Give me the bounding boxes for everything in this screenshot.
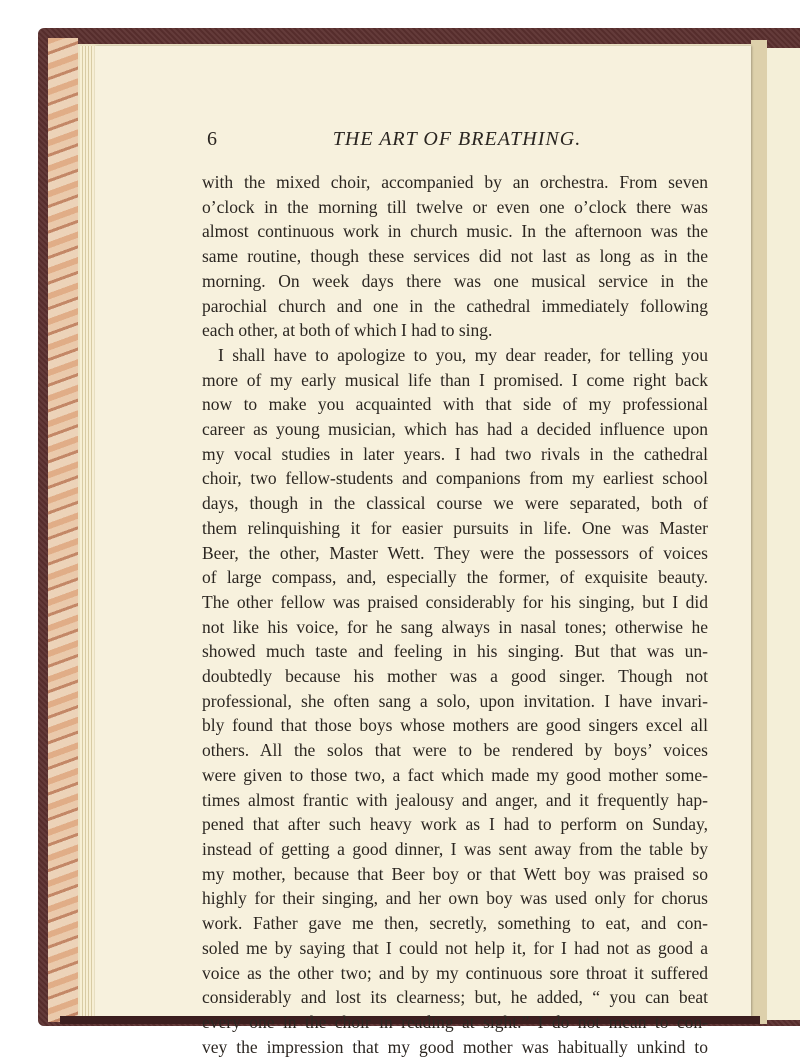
- right-page-edge: [751, 40, 767, 1024]
- text-line: bly found that those boys whose mothers are good singers excel all: [202, 715, 708, 736]
- text-line: same routine, though these services did not last as long as in the: [202, 246, 708, 267]
- text-line: almost continuous work in church music. In the afternoon was the: [202, 221, 708, 242]
- text-line: with the mixed choir, accompanied by an orchestra. From seven: [202, 172, 708, 192]
- text-line: considerably and lost its clearness; but, he added, “ you can beat: [202, 987, 708, 1008]
- text-line: others. All the solos that were to be rendered by boys’ voices: [202, 740, 708, 761]
- text-line: choir, two fellow-students and companions from my earliest school: [202, 468, 708, 489]
- text-line: I shall have to apologize to you, my dear reader, for telling you: [218, 344, 708, 365]
- text-line: professional, she often sang a solo, upon invitation. I have invari-: [202, 690, 708, 711]
- text-line: morning. On week days there was one musical service in the: [202, 270, 708, 291]
- text-line: my mother, because that Beer boy or that Wett boy was praised so: [202, 863, 708, 884]
- text-line: vey the impression that my good mother was habitually unkind to: [202, 1036, 708, 1057]
- text-line: days, though in the classical course we were separated, both of: [202, 493, 708, 514]
- page-edges: [80, 46, 94, 1018]
- text-line: showed much taste and feeling in his singing. But that was un-: [202, 641, 708, 662]
- right-cover: [767, 48, 800, 1020]
- text-line: o’clock in the morning till twelve or even one o’clock there was: [202, 196, 708, 217]
- text-line: instead of getting a good dinner, I was sent away from the table by: [202, 838, 708, 859]
- body-text: [202, 170, 708, 1059]
- text-line: were given to those two, a fact which made my good mother some-: [202, 764, 708, 785]
- text-line: pened that after such heavy work as I had to perform on Sunday,: [202, 814, 708, 835]
- text-line: every one in the choir in reading at sight.” I do not mean to con-: [202, 1011, 708, 1032]
- page-number: 6: [207, 128, 217, 150]
- text-line: career as young musician, which has had a decided influence upon: [202, 419, 708, 440]
- text-line: doubtedly because his mother was a good singer. Though not: [202, 666, 708, 687]
- page-header: [207, 128, 707, 154]
- text-line: more of my early musical life than I promised. I come right back: [202, 369, 708, 390]
- text-line: parochial church and one in the cathedral immediately following: [202, 295, 708, 316]
- text-line: Beer, the other, Master Wett. They were the possessors of voices: [202, 542, 708, 563]
- text-line: each other, at both of which I had to sing.: [202, 320, 493, 341]
- text-line: soled me by saying that I could not help it, for I had not as good a: [202, 937, 708, 958]
- text-line: work. Father gave me then, secretly, something to eat, and con-: [202, 913, 708, 934]
- text-line: now to make you acquainted with that side of my professional: [202, 394, 708, 415]
- text-line: The other fellow was praised considerably for his singing, but I did: [202, 591, 708, 612]
- text-line: not like his voice, for he sang always in nasal tones; otherwise he: [202, 616, 708, 637]
- text-line: my vocal studies in later years. I had two rivals in the cathedral: [202, 443, 708, 464]
- text-line: times almost frantic with jealousy and anger, and it frequently hap-: [202, 789, 708, 810]
- marbled-endpaper: [48, 38, 78, 1022]
- running-title: THE ART OF BREATHING.: [332, 128, 582, 150]
- text-line: them relinquishing it for easier pursuits in life. One was Master: [202, 517, 708, 538]
- text-line: voice as the other two; and by my continuous sore throat it suffered: [202, 962, 708, 983]
- text-line: highly for their singing, and her own boy was used only for chorus: [202, 888, 708, 909]
- text-line: of large compass, and, especially the former, of exquisite beauty.: [202, 567, 708, 588]
